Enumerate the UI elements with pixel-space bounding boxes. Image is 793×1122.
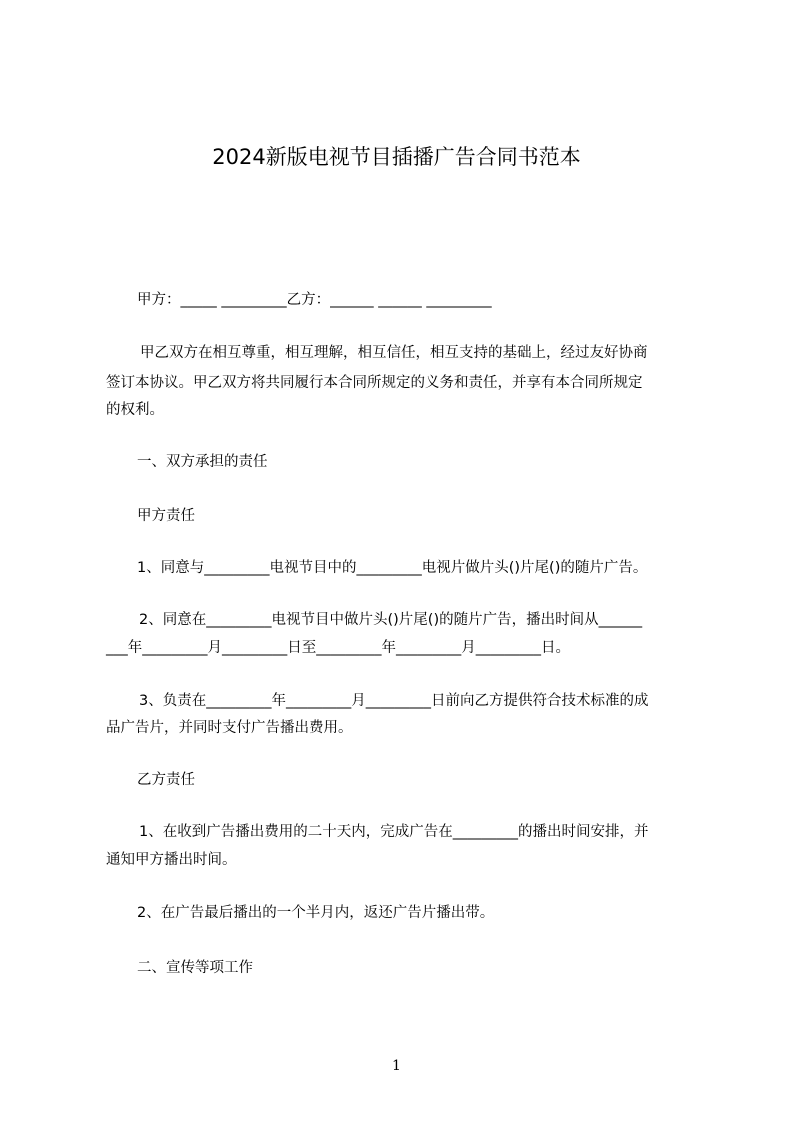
intro-paragraph-line-3: 的权利。 [106,402,164,418]
party-a-item-3-line-2: 品广告片，并同时支付广告播出费用。 [106,720,353,736]
party-b-item-2: 2、在广告最后播出的一个半月内，返还广告片播出带。 [137,905,495,921]
party-a-item-2-line-2: ___年_________月_________日至_________年_________月_________日。 [106,640,570,656]
party-a-heading: 甲方责任 [137,508,195,524]
section-heading-responsibilities: 一、双方承担的责任 [137,454,268,470]
party-b-heading: 乙方责任 [137,772,195,788]
section-heading-publicity: 二、宣传等项工作 [137,960,253,976]
document-title: 2024新版电视节目插播广告合同书范本 [212,145,581,169]
page-number: 1 [392,1058,401,1074]
party-b-item-1-line-2: 通知甲方播出时间。 [106,852,237,868]
party-a-item-2-line-1: 2、同意在_________电视节目中做片头()片尾()的随片广告，播出时间从______ [139,612,643,628]
party-a-item-1: 1、同意与_________电视节目中的_________电视片做片头()片尾()的随片广告。 [137,560,648,576]
intro-paragraph-line-2: 签订本协议。甲乙双方将共同履行本合同所规定的义务和责任，并享有本合同所规定 [106,375,643,391]
intro-paragraph-line-1: 甲乙双方在相互尊重，相互理解，相互信任，相互支持的基础上，经过友好协商 [140,345,648,361]
parties-line: 甲方：_____ _________乙方：______ ______ _________ [137,292,492,308]
party-b-item-1-line-1: 1、在收到广告播出费用的二十天内，完成广告在_________的播出时间安排，并 [139,824,649,840]
party-a-item-3-line-1: 3、负责在_________年_________月_________日前向乙方提供符合技术标准的成 [139,693,649,709]
